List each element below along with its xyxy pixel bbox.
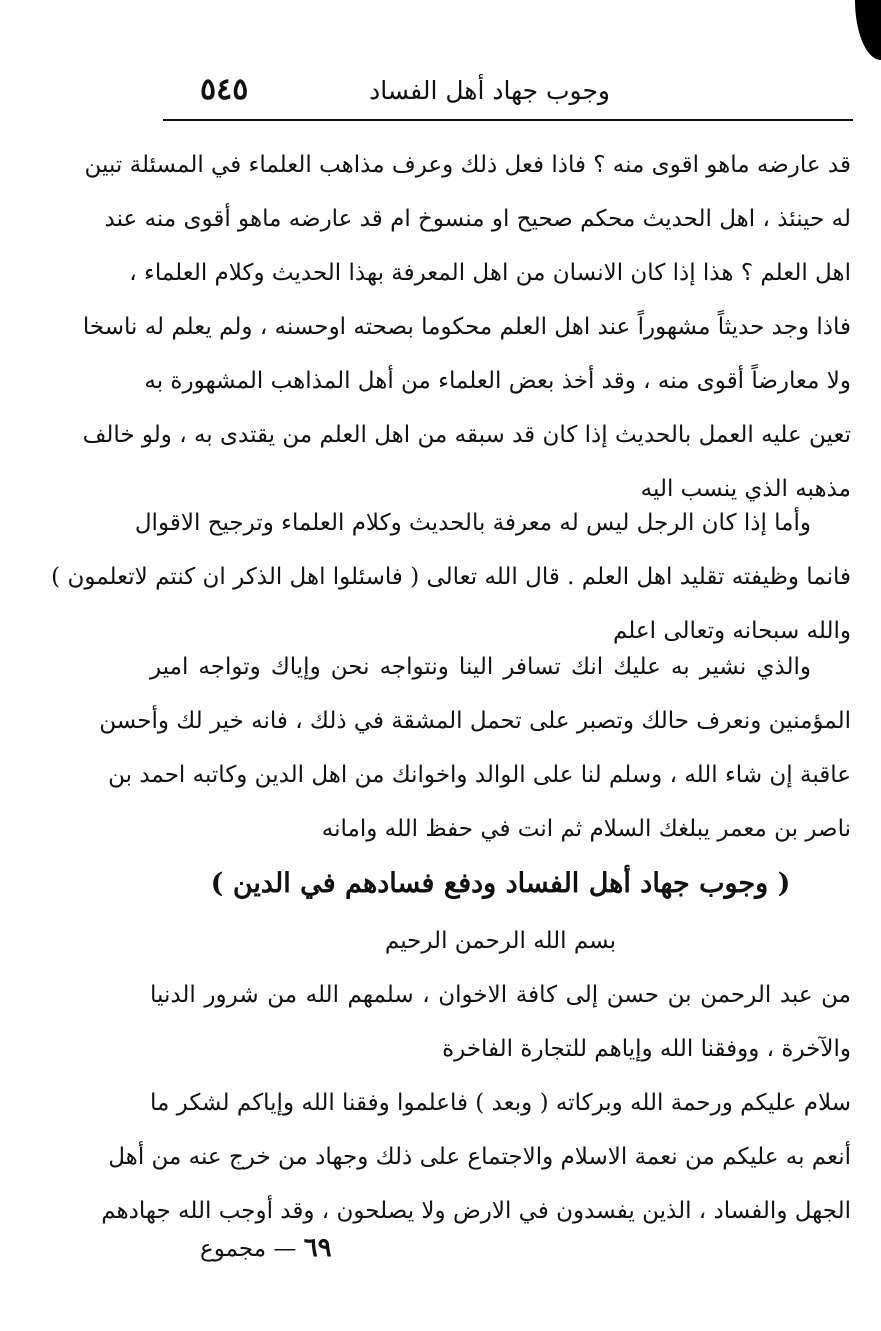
header-rule (163, 119, 853, 121)
text-line: اهل العلم ؟ هذا إذا كان الانسان من اهل المعرفة بهذا الحديث وكلام العلماء ، (129, 260, 851, 286)
text-line: ولا معارضاً أقوى منه ، وقد أخذ بعض العلماء من أهل المذاهب المشهورة به (144, 368, 851, 394)
page-header (160, 72, 850, 118)
text-line: ناصر بن معمر يبلغك السلام ثم انت في حفظ الله وامانه (321, 816, 851, 842)
text-line: قد عارضه ماهو اقوى منه ؟ فاذا فعل ذلك وعرف مذاهب العلماء في المسئلة تبين (84, 152, 851, 178)
paragraph-1 (82, 138, 851, 516)
text-line: له حينئذ ، اهل الحديث محكم صحيح او منسوخ ام قد عارضه ماهو أقوى منه عند (104, 206, 851, 232)
text-line: والآخرة ، ووفقنا الله وإياهم للتجارة الفاخرة (442, 1036, 851, 1062)
text-line: مذهبه الذي ينسب اليه (640, 476, 851, 502)
text-line: أنعم به عليكم من نعمة الاسلام والاجتماع على ذلك وجهاد من خرج عنه من أهل (108, 1144, 851, 1170)
text-line: والذي نشير به عليك انك تسافر الينا ونتواجه نحن وإياك وتواجه امير (150, 654, 811, 680)
page-edge-mark (855, 0, 881, 60)
text-line: تعين عليه العمل بالحديث إذا كان قد سبقه من اهل العلم من يقتدى به ، ولو خالف (82, 422, 851, 448)
text-line: عاقبة إن شاء الله ، وسلم لنا على الوالد واخوانك من اهل الدين وكاتبه احمد بن (108, 762, 851, 788)
page-number: ٥٤٥ (200, 72, 249, 107)
page-footer (200, 1226, 332, 1270)
collection-label: مجموع (200, 1236, 267, 1262)
text-line: فانما وظيفته تقليد اهل العلم . قال الله تعالى ( فاسئلوا اهل الذكر ان كنتم لاتعلمون ) (51, 564, 851, 590)
running-title: وجوب جهاد أهل الفساد (369, 76, 610, 105)
footer-dash: — (273, 1236, 297, 1262)
text-line: سلام عليكم ورحمة الله وبركاته ( وبعد ) فاعلموا وفقنا الله وإياكم لشكر ما (150, 1090, 851, 1116)
paragraph-4 (150, 968, 851, 1076)
paragraph-5 (101, 1076, 851, 1238)
text-line: فاذا وجد حديثاً مشهوراً عند اهل العلم محكوما بصحته اوحسنه ، ولم يعلم له ناسخا (82, 314, 851, 340)
paragraph-3 (99, 640, 851, 856)
text-line: وأما إذا كان الرجل ليس له معرفة بالحديث وكلام العلماء وترجيح الاقوال (134, 510, 811, 536)
text-line: المؤمنين ونعرف حالك وتصبر على تحمل المشقة في ذلك ، فانه خير لك وأحسن (99, 708, 851, 734)
signature-mark: ٦٩ (303, 1233, 332, 1263)
text-line: الجهل والفساد ، الذين يفسدون في الارض ولا يصلحون ، وقد أوجب الله جهادهم (101, 1198, 851, 1224)
basmala: بسم الله الرحمن الرحيم (384, 928, 617, 954)
text-line: والله سبحانه وتعالى اعلم (612, 618, 851, 644)
text-line: من عبد الرحمن بن حسن إلى كافة الاخوان ، سلمهم الله من شرور الدنيا (150, 982, 851, 1008)
paragraph-2 (51, 496, 851, 658)
section-heading: ( وجوب جهاد أهل الفساد ودفع فسادهم في الدين ) (210, 868, 791, 899)
